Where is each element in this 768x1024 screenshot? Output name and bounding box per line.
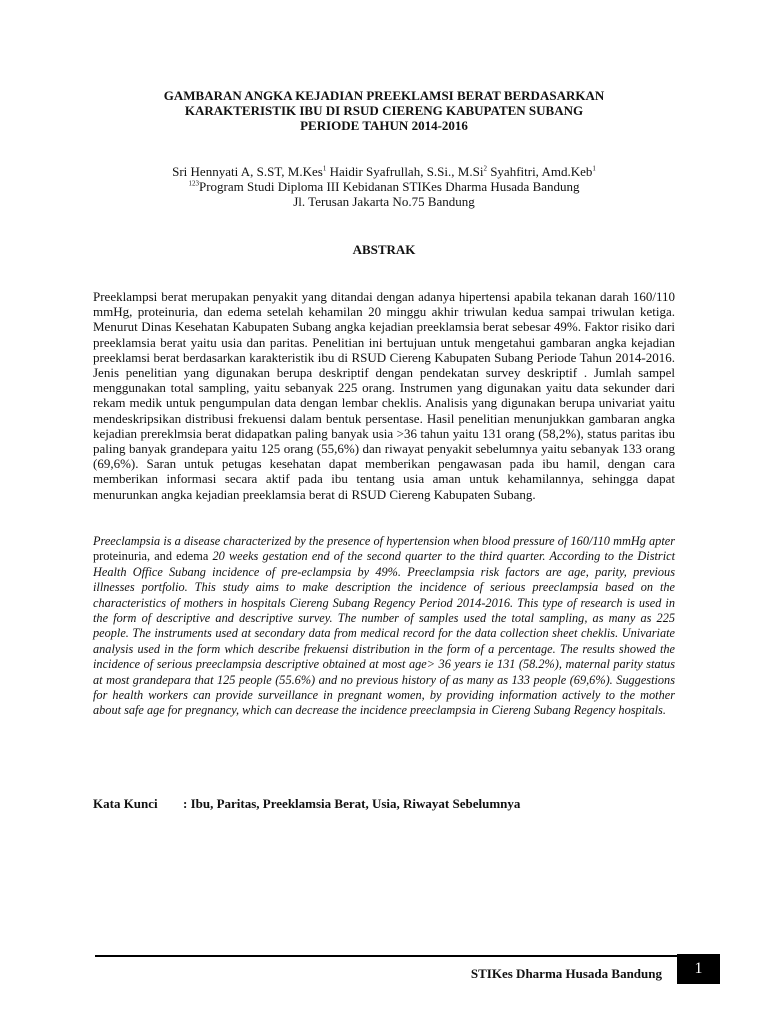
abstract-english-upright: proteinuria, and edema [93,549,213,564]
footer-rule [95,955,720,957]
affiliation-line [100,179,668,194]
author-1: Sri Hennyati A, S.ST, M.Kes [172,164,323,179]
affiliation-sup: 123 [188,179,199,188]
keywords [93,796,520,812]
footer-institution: STIKes Dharma Husada Bandung [470,966,662,981]
keywords-label: Kata Kunci [93,796,158,811]
abstract-english-part-3: 20 weeks gestation end of the second quarter to the third quarter. According to the District Health Office Subang incidence of pre-eclampsia by 49%. Preeclampsia risk factors are age, parity, previous illnesses portfolio. This study aims to make description the incidence of serious preeclampsia based on the characteristics of mothers in hospitals Ciereng Subang Regency Period 2014-2016. This type of research is used in the form of descriptive and descriptive survey. The number of samples used the total sampling, as many as 225 people. The instruments used at secondary data from medical record for the data collection sheet cheklis. Univariate analysis used in the form which describe frekuensi distribution in the form of a percentage. The results showed the incidence of serious preeclampsia descriptive obtained at most age> 36 years ie 131 (58.2%), maternal parity status at most grandepara that 125 people (55.6%) and no previous history of as many as 133 people (69,6%). Suggestions for health workers can provide surveillance in pregnant women, by providing information actively to the mother about safe age for pregnancy, which can decrease the incidence preeclampsia in Ciereng Subang Regency hospitals. [93,549,676,718]
author-2: Haidir Syafrullah, S.Si., M.Si [326,164,484,179]
author-3-sup: 1 [592,164,596,173]
affiliation: Program Studi Diploma III Kebidanan STIKes Dharma Husada Bandung [198,179,580,194]
author-1-sup: 1 [322,164,327,173]
keywords-value: : Ibu, Paritas, Preeklamsia Berat, Usia, Riwayat Sebelumnya [183,796,521,811]
abstract-heading: ABSTRAK [352,242,416,257]
title-line-1: GAMBARAN ANGKA KEJADIAN PREEKLAMSI BERAT BERDASARKAN [163,88,605,103]
abstract-english [93,534,675,719]
title-line-2: KARAKTERISTIK IBU DI RSUD CIERENG KABUPATEN SUBANG [184,103,584,118]
title-line-3: PERIODE TAHUN 2014-2016 [300,118,468,133]
abstract-indonesian: Preeklampsi berat merupakan penyakit yang ditandai dengan adanya hipertensi apabila tekanan darah 160/110 mmHg, proteinuria, dan edema setelah kehamilan 20 minggu akhir triwulan kedua sampai triwulan ketiga. Menurut Dinas Kesehatan Kabupaten Subang angka kejadian preeklamsia berat sebesar 49%. Faktor risiko dari preeklamsia berat yaitu usia dan paritas. Penelitian ini bertujuan untuk mengetahui gambaran angka kejadian preeklamsi berat berdasarkan karakteristik ibu di RSUD Ciereng Kabupaten Subang Periode Tahun 2014-2016. Jenis penelitian yang digunakan berupa deskriptif dengan pendekatan survey deskriptif . Jumlah sampel menggunakan total sampling, yaitu sebanyak 225 orang. Instrumen yang digunakan yaitu data sekunder dari rekam medik untuk pengumpulan data dengan lembar cheklis. Analisis yang digunakan berupa univariat yaitu mendeskripsikan distribusi frekuensi dalam bentuk persentase. Hasil penelitian menunjukkan gambaran angka kejadian prereklmsia berat didapatkan paling banyak usia >36 tahun yaitu 131 orang (58,2%), status paritas ibu paling banyak grandepara yaitu 125 orang (55,6%) dan riwayat penyakit sebelumnya yaitu sebanyak 133 orang (69,6%). Saran untuk petugas kesehatan dapat memberikan pengawasan pada ibu hamil, dengan cara memberikan informasi secara aktif pada ibu tentang usia aman untuk kehamilannya, sehingga dapat menurunkan angka kejadian preeklamsia berat di RSUD Ciereng Kabupaten Subang. [93,289,675,502]
author-block [100,164,668,209]
author-2-sup: 2 [483,164,487,173]
author-3: Syahfitri, Amd.Keb [486,164,593,179]
author-line [100,164,668,179]
paper-title [120,88,648,133]
page-number: 1 [677,954,720,984]
abstract-english-part-1: Preeclampsia is a disease characterized by the presence of hypertension when blood pressure of 160/110 mmHg apter [93,534,675,548]
address-line: Jl. Terusan Jakarta No.75 Bandung [293,194,475,209]
